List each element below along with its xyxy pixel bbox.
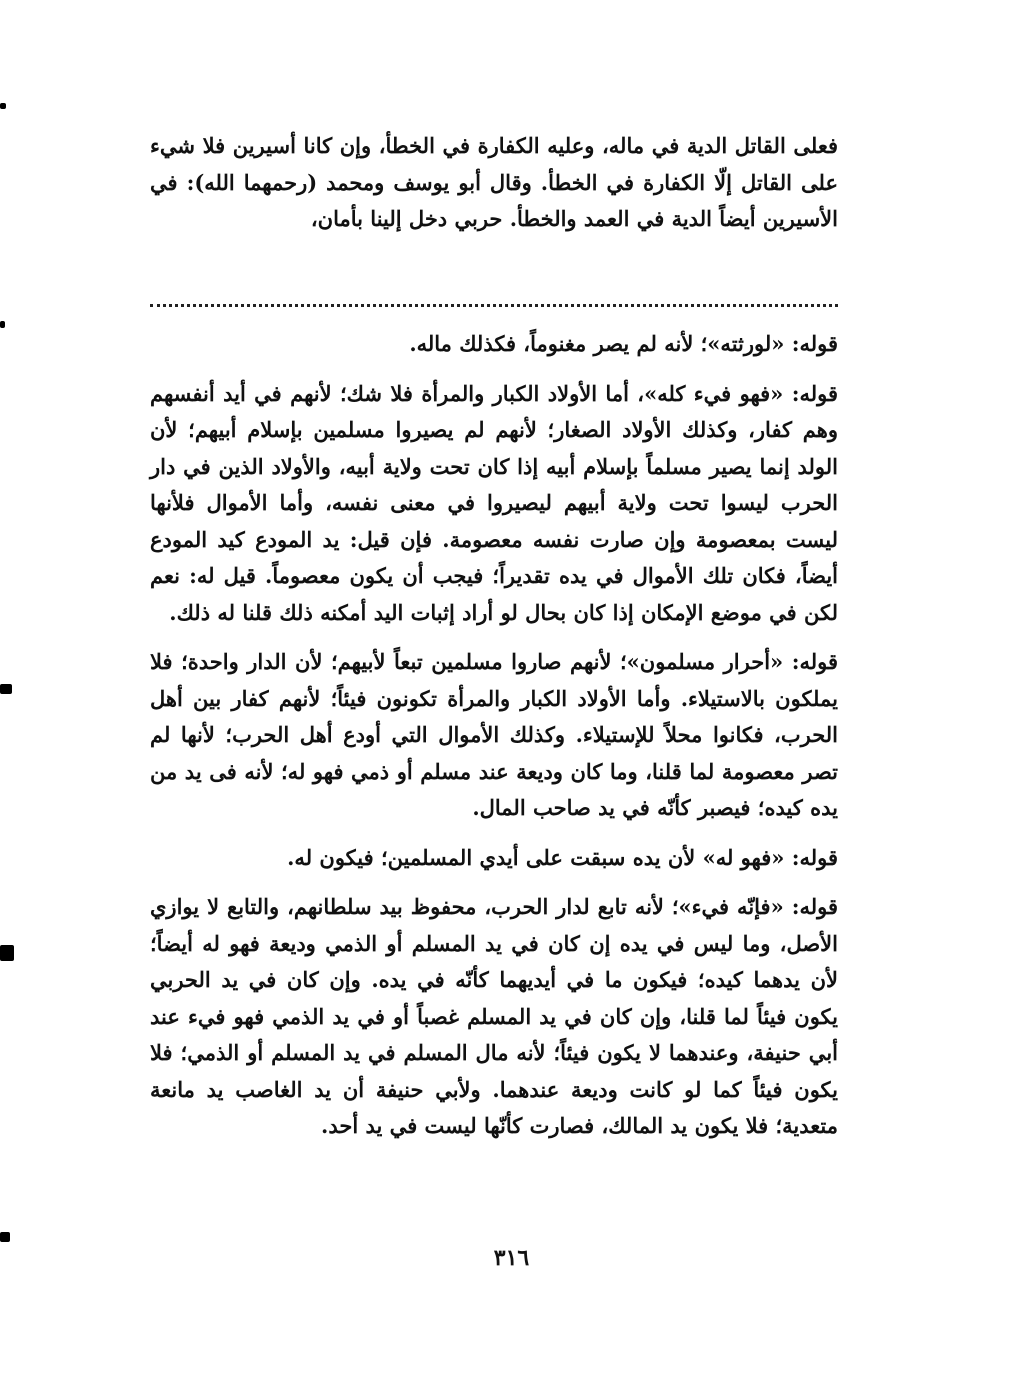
commentary-section — [150, 326, 838, 1145]
page-number: ٣١٦ — [493, 1245, 530, 1271]
commentary-paragraph — [150, 376, 838, 632]
scan-mark — [0, 684, 12, 694]
commentary-lead: قوله: — [791, 649, 838, 674]
main-text: فعلى القاتل الدية في ماله، وعليه الكفارة في الخطأ، وإن كانا أسيرين فلا شيء على القاتل إلّا الكفارة في الخطأ. وقال أبو يوسف ومحمد (رحمهما الله): في الأسيرين أيضاً الدية في العمد والخطأ. حربي دخل إلينا بأمان، — [150, 133, 838, 231]
commentary-lead: قوله: — [791, 844, 838, 870]
scan-mark — [0, 103, 6, 109]
commentary-paragraph — [150, 889, 838, 1145]
commentary-paragraph — [150, 326, 838, 363]
scan-mark — [0, 945, 14, 961]
scan-mark — [0, 321, 5, 328]
scan-mark — [0, 1232, 10, 1242]
commentary-text: «فإنّه فيء»؛ لأنه تابع لدار الحرب، محفوظ بيد سلطانهم، والتابع لا يوازي الأصل، وما ليس في يده إن كان في يد المسلم أو الذمي وديعة فهو له أيضاً؛ لأن يدهما كيده؛ فيكون ما في أيديهما كأنّه في يده. وإن كان في يد الحربي يكون فيئاً لما قلنا، وإن كان في يد المسلم غصباً أو في يد الذمي فهو فيء عند أبي حنيفة، وعندهما لا يكون فيئاً؛ لأنه مال المسلم في يد المسلم أو الذمي؛ فلا يكون فيئاً كما لو كانت وديعة عندهما. ولأبي حنيفة أن يد الغاصب يد مانعة متعدية؛ فلا يكون يد المالك، فصارت كأنّها ليست في يد أحد. — [150, 894, 838, 1138]
commentary-text: «أحرار مسلمون»؛ لأنهم صاروا مسلمين تبعاً لأبيهم؛ لأن الدار واحدة؛ فلا يملكون بالاستيلاء. وأما الأولاد الكبار والمرأة تكونون فيئاً؛ لأنهم كفار بين أهل الحرب، فكانوا محلاً للإستيلاء. وكذلك الأموال التي أودع أهل الحرب؛ لأنها لم تصر معصومة لما قلنا، وما كان وديعة عند مسلم أو ذمي فهو له؛ لأنه فى يد من يده كيده؛ فيصبر كأنّه في يد صاحب المال. — [150, 649, 838, 820]
commentary-lead: قوله: — [791, 894, 838, 919]
commentary-text: «فهو له» لأن يده سبقت على أيدي المسلمين؛ فيكون له. — [287, 844, 785, 870]
commentary-lead: قوله: — [791, 331, 838, 356]
commentary-paragraph — [150, 644, 838, 827]
commentary-text: «فهو فيء كله»، أما الأولاد الكبار والمرأة فلا شك؛ لأنهم في أيد أنفسهم وهم كفار، وكذلك الأولاد الصغار؛ لأنهم لم يصيروا مسلمين بإسلام أبيهم؛ لأن الولد إنما يصير مسلماً بإسلام أبيه إذا كان تحت ولاية أبيه، والأولاد الذين في دار الحرب ليسوا تحت ولاية أبيهم ليصيروا في معنى نفسه، وأما الأموال فلأنها ليست بمعصومة وإن صارت نفسه معصومة. فإن قيل: يد المودع كيد المودع أيضاً، فكان تلك الأموال في يده تقديراً؛ فيجب أن يكون معصوماً. قيل له: نعم لكن في موضع الإمكان إذا كان بحال لو أراد إثبات اليد أمكنه ذلك قلنا له ذلك. — [150, 380, 838, 625]
commentary-lead: قوله: — [791, 380, 839, 406]
commentary-paragraph — [150, 840, 838, 877]
commentary-text: «لورثته»؛ لأنه لم يصر مغنوماً، فكذلك ماله. — [409, 331, 785, 356]
dotted-divider — [150, 304, 838, 307]
